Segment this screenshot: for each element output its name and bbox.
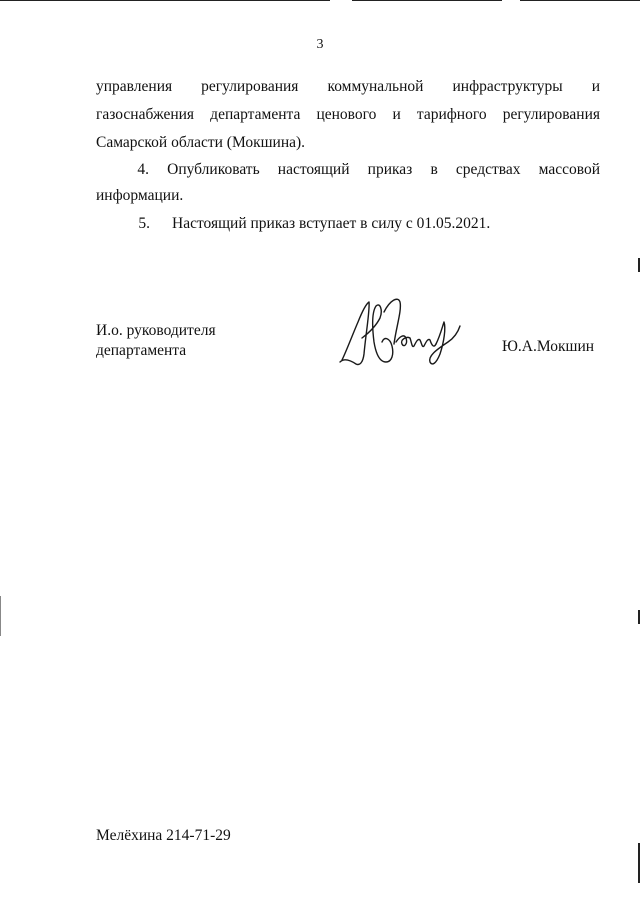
list-item-4-first-line: [96, 157, 600, 183]
list-item-4-continuation: информации.: [96, 187, 184, 204]
signer-name: Ю.А.Мокшин: [502, 338, 595, 355]
executor-contact: Мелёхина 214-71-29: [96, 827, 231, 844]
list-item-4-word: Опубликовать: [167, 161, 260, 178]
list-item-4: [96, 157, 600, 209]
list-item-5-text: Настоящий приказ вступает в силу с 01.05.2021.: [172, 215, 491, 232]
list-item-4-word: настоящий: [277, 161, 350, 178]
scan-edge-line: [0, 0, 330, 1]
list-item-4-word: средствах: [455, 161, 521, 178]
scan-edge-line: [352, 0, 502, 1]
handwritten-signature: [336, 292, 468, 374]
signer-title: [96, 321, 216, 361]
scan-edge-line: [520, 0, 640, 1]
scan-edge-mark: [0, 596, 1, 636]
paragraph-continuation: управления регулирования коммунальной инфраструктуры и газоснабжения департамента ценового и тарифного регулирования Самарской области (Мокшина).: [96, 78, 600, 151]
signer-title-line1: И.о. руководителя: [96, 322, 216, 339]
list-item-4-word: в: [430, 161, 438, 178]
list-item-4-word: массовой: [538, 161, 600, 178]
list-item-4-word: приказ: [367, 161, 413, 178]
list-item-5: [96, 211, 600, 237]
signer-title-line2: департамента: [96, 342, 187, 359]
list-item-5-number: 5.: [138, 215, 150, 232]
list-item-4-number: 4.: [137, 161, 149, 178]
page-number: 3: [316, 37, 324, 52]
